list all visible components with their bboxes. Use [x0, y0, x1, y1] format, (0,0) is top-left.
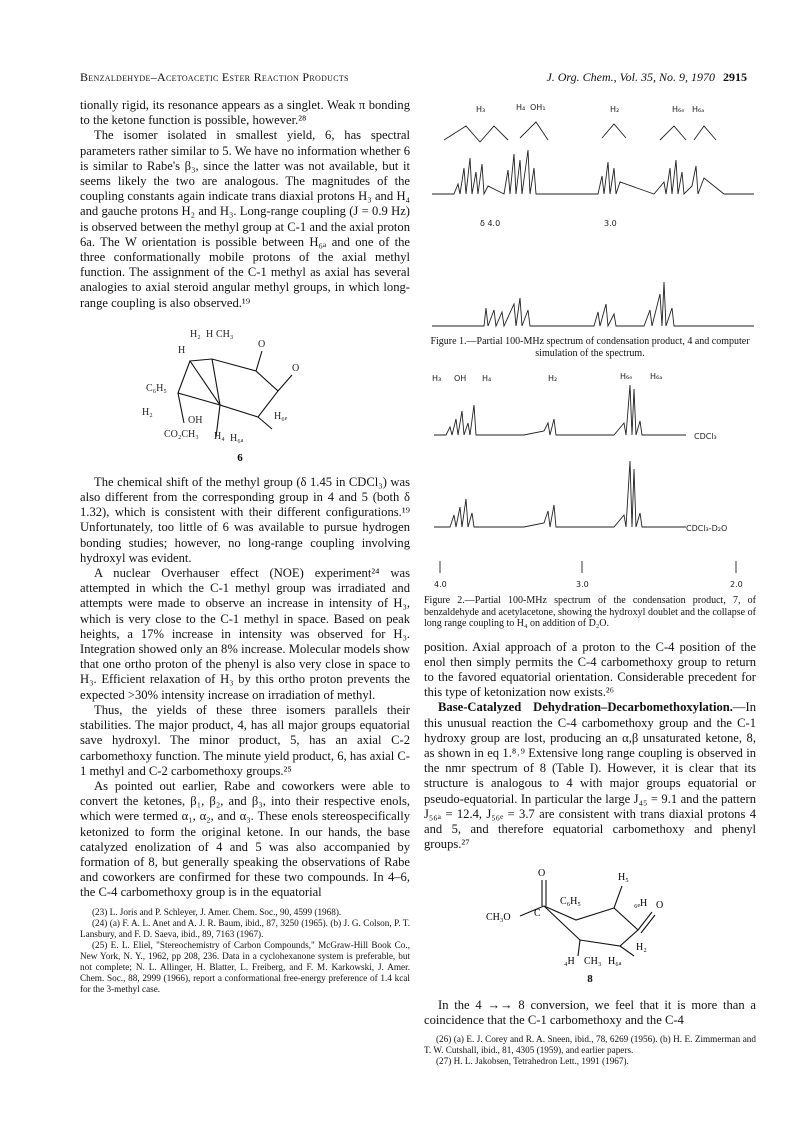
paragraph: The isomer isolated in smallest yield, 6, has spectral parameters rather similar to 5. We have no information whether 6 is similar to Rabe's β₃, since the latter was not available, but it seems likely the two are analogous. The magnitudes of the coupling constants again indicate trans diaxial protons H₃ and H₄ and gauche protons H₂ and H₃. Long-range coupling (J = 0.9 Hz) is observed between the methyl group at C-1 and the axial proton 6a. The W orientation is possible between H₆ₐ and one of the three conformationally mobile protons of the axial methyl function. The assignment of the C-1 methyl as axial has several analogies to axial steroid angular methyl groups, in which long-range coupling is also observed.¹⁹	[80, 128, 410, 310]
spectrum-trace	[432, 150, 754, 194]
footnote: (24) (a) F. A. L. Anet and A. J. R. Baum, ibid., 87, 3250 (1965). (b) J. G. Colson, P. T. Lansbury, and F. D. Saeva, ibid., 89, 7163 (1967).	[80, 917, 410, 939]
spectrum-trace-d2o	[434, 461, 686, 527]
atom-label: H₂	[190, 328, 201, 340]
section-paragraph	[424, 700, 756, 852]
atom-label: H₄	[214, 430, 225, 442]
axis-label: 2.0	[730, 580, 743, 589]
atom-label: C	[534, 908, 541, 920]
section-text: —In this unusual reaction the C-4 carbomethoxy group and the C-1 hydroxy group are lost, producing an α,β unsaturated ketone, 8, as shown in eq 1.⁸˒⁹ Extensive long range coupling is observed in the nmr spectrum of 8 (Table I). However, it is clear that its structure is analogous to 4 with major groups equatorial or pseudo-equatorial. In particular the large J₄₅ = 9.1 and the pattern J₅₆ₐ = 12.4, J₅₆ₑ = 3.7 are consistent with trans diaxial protons 4 and 5, and therefore equatorial carbomethoxy and phenyl groups.²⁷	[424, 700, 756, 852]
footnote: (25) E. L. Eliel, "Stereochemistry of Carbon Compounds," McGraw-Hill Book Co., New York, N. Y., 1962, pp 208, 236. Data in a cyclohexanone system is preferable, but not complete; N. L. Allinger, H. Blatter, L. Freiberg, and F. M. Karkowski, J. Amer. Chem. Soc., 88, 2999 (1966), report a conformational free-energy preference of 1.4 kcal for the 3-methyl case.	[80, 939, 410, 994]
solvent-label: CDCl₃	[694, 432, 717, 441]
atom-label: H₂	[636, 942, 647, 954]
atom-label: CH₃	[216, 328, 234, 340]
axis-label: 3.0	[576, 580, 589, 589]
atom-label: H	[178, 344, 186, 356]
axis-label: 3.0	[604, 219, 617, 228]
peak-label: H₃	[432, 374, 442, 383]
atom-label: H₆ₑ	[274, 410, 288, 422]
integral-curve	[444, 122, 716, 142]
paragraph: A nuclear Overhauser effect (NOE) experiment²⁴ was attempted in which the C-1 methyl group was irradiated and attempts were made to observe an increase in intensity of H₃, which is very close to the C-1 methyl in space. Based on peak heights, a 17% increase in intensity was observed for H₃. Integration showed only an 8% increase. Molecular models show that one ortho proton of the phenyl is also very close in space to H₃. Efficient relaxation of H₃ by this ortho proton prevents the expected >30% intensity increase on irradiation of methyl.	[80, 566, 410, 702]
atom-label: CO₂CH₃	[164, 428, 199, 440]
figure-2-spectrum	[424, 365, 756, 595]
peak-label: H₆ₑ	[672, 105, 685, 114]
journal-citation: J. Org. Chem., Vol. 35, No. 9, 1970	[546, 70, 715, 84]
spectrum-trace-cdcl3	[434, 385, 686, 435]
atom-label: O	[258, 338, 266, 350]
atom-label: H₅	[618, 872, 629, 884]
peak-label: H₆ₐ	[692, 105, 705, 114]
figure-1-caption: Figure 1.—Partial 100-MHz spectrum of condensation product, 4 and computer simulation of the spectrum.	[430, 336, 750, 359]
paragraph: In the 4 →→ 8 conversion, we feel that it is more than a coincidence that the C-1 carbomethoxy and the C-4	[424, 997, 756, 1027]
footnotes	[80, 907, 410, 995]
running-header-title: Benzaldehyde–Acetoacetic Ester Reaction Products	[80, 70, 349, 84]
atom-label: H₂	[142, 406, 153, 418]
peak-label: H₄	[516, 103, 526, 112]
footnote: (27) H. L. Jakobsen, Tetrahedron Lett., 1991 (1967).	[436, 1055, 629, 1066]
paragraph: The chemical shift of the methyl group (δ 1.45 in CDCl₃) was also different from the corresponding group in 4 and 5 (both δ 1.32), which is consistent with their different configurations.¹⁹ Unfortunately, too little of 6 was available to pursue hydrogen bonding studies; however, no long-range coupling involving hydroxyl was evident.	[80, 474, 410, 565]
right-column	[424, 98, 756, 1067]
peak-label: OH	[454, 374, 467, 383]
compound-number: 6	[237, 451, 243, 464]
peak-label: H₂	[548, 374, 558, 383]
figure-1-spectrum	[424, 98, 756, 336]
axis-label: 4.0	[434, 580, 447, 589]
structure-8-diagram	[424, 860, 756, 970]
paragraph: As pointed out earlier, Rabe and coworkers were able to convert the ketones, β₁, β₂, and β₃, into their respective enols, which were termed α₁, α₂, and α₃. These enols stereospecifically ketonized to form the original ketone. In our hands, the base catalyzed enolization of 4 and 5 was also accompanied by formation of 8, but generally speaking the observations of Rabe and coworkers are confirmed for these two compounds. In 4–6, the C-4 carbomethoxy group is in the equatorial	[80, 778, 410, 900]
peak-label: H₄	[482, 374, 492, 383]
left-column	[80, 98, 410, 995]
peak-label: OH₁	[530, 103, 546, 112]
solvent-label: CDCl₃-D₂O	[686, 524, 728, 533]
structure-6-diagram	[80, 319, 410, 467]
atom-label: O	[656, 900, 664, 912]
atom-label: H₆ₐ	[230, 432, 244, 444]
atom-label: C₆H₅	[560, 896, 581, 908]
atom-label: H	[206, 328, 214, 340]
peak-label: H₂	[610, 105, 620, 114]
atom-label: OH	[188, 414, 203, 426]
footnote: (26) (a) E. J. Corey and R. A. Sneen, ibid., 78, 6269 (1956). (b) H. E. Zimmerman and T. W. Cutshall, ibid., 81, 4305 (1959), and earlier papers.	[424, 1033, 756, 1055]
atom-label: ₆ₑH	[634, 898, 648, 910]
axis-label: δ 4.0	[480, 219, 501, 228]
peak-label: H₃	[476, 105, 486, 114]
peak-label: H₆ₑ	[620, 372, 633, 381]
paragraph: position. Axial approach of a proton to the C-4 position of the enol then simply permits the C-4 carbomethoxy group to return to the favored equatorial orientation. Considerable precedent for this type of ketonization now exists.²⁶	[424, 639, 756, 700]
atom-label: O	[538, 868, 546, 880]
atom-label: CH₃O	[486, 912, 511, 924]
atom-label: O	[292, 362, 300, 374]
axis-tick-marks	[440, 561, 736, 573]
running-header-journal	[546, 70, 747, 85]
atom-label: CH₃	[584, 956, 602, 968]
page-number: 2915	[723, 70, 747, 84]
footnotes	[424, 1034, 756, 1067]
figure-2-caption: Figure 2.—Partial 100-MHz spectrum of the condensation product, 7, of benzaldehyde and acetylacetone, showing the hydroxyl doublet and the collapse of long range coupling to H₄ on addition of D₂O.	[424, 595, 756, 629]
footnote: (23) L. Joris and P. Schleyer, J. Amer. Chem. Soc., 90, 4599 (1968).	[92, 906, 342, 917]
atom-label: H₆ₐ	[608, 956, 622, 968]
peak-label: H₆ₐ	[650, 372, 663, 381]
compound-number: 8	[587, 973, 593, 986]
paragraph: tionally rigid, its resonance appears as a singlet. Weak π bonding to the ketone function is possible, however.²⁸	[80, 98, 410, 128]
paragraph: Thus, the yields of these three isomers parallels their stabilities. The major product, 4, has all major groups equatorial save hydroxyl. The minor product, 5, has an axial C-2 carbomethoxy function. The minute yield product, 6, has axial C-1 methyl and C-2 carbomethoxy groups.²⁵	[80, 702, 410, 778]
section-heading: Base-Catalyzed Dehydration–Decarbomethoxylation.	[438, 700, 733, 715]
atom-label: ₄H	[564, 956, 575, 968]
simulated-spectrum	[432, 282, 754, 326]
atom-label: C₆H₅	[146, 382, 167, 394]
